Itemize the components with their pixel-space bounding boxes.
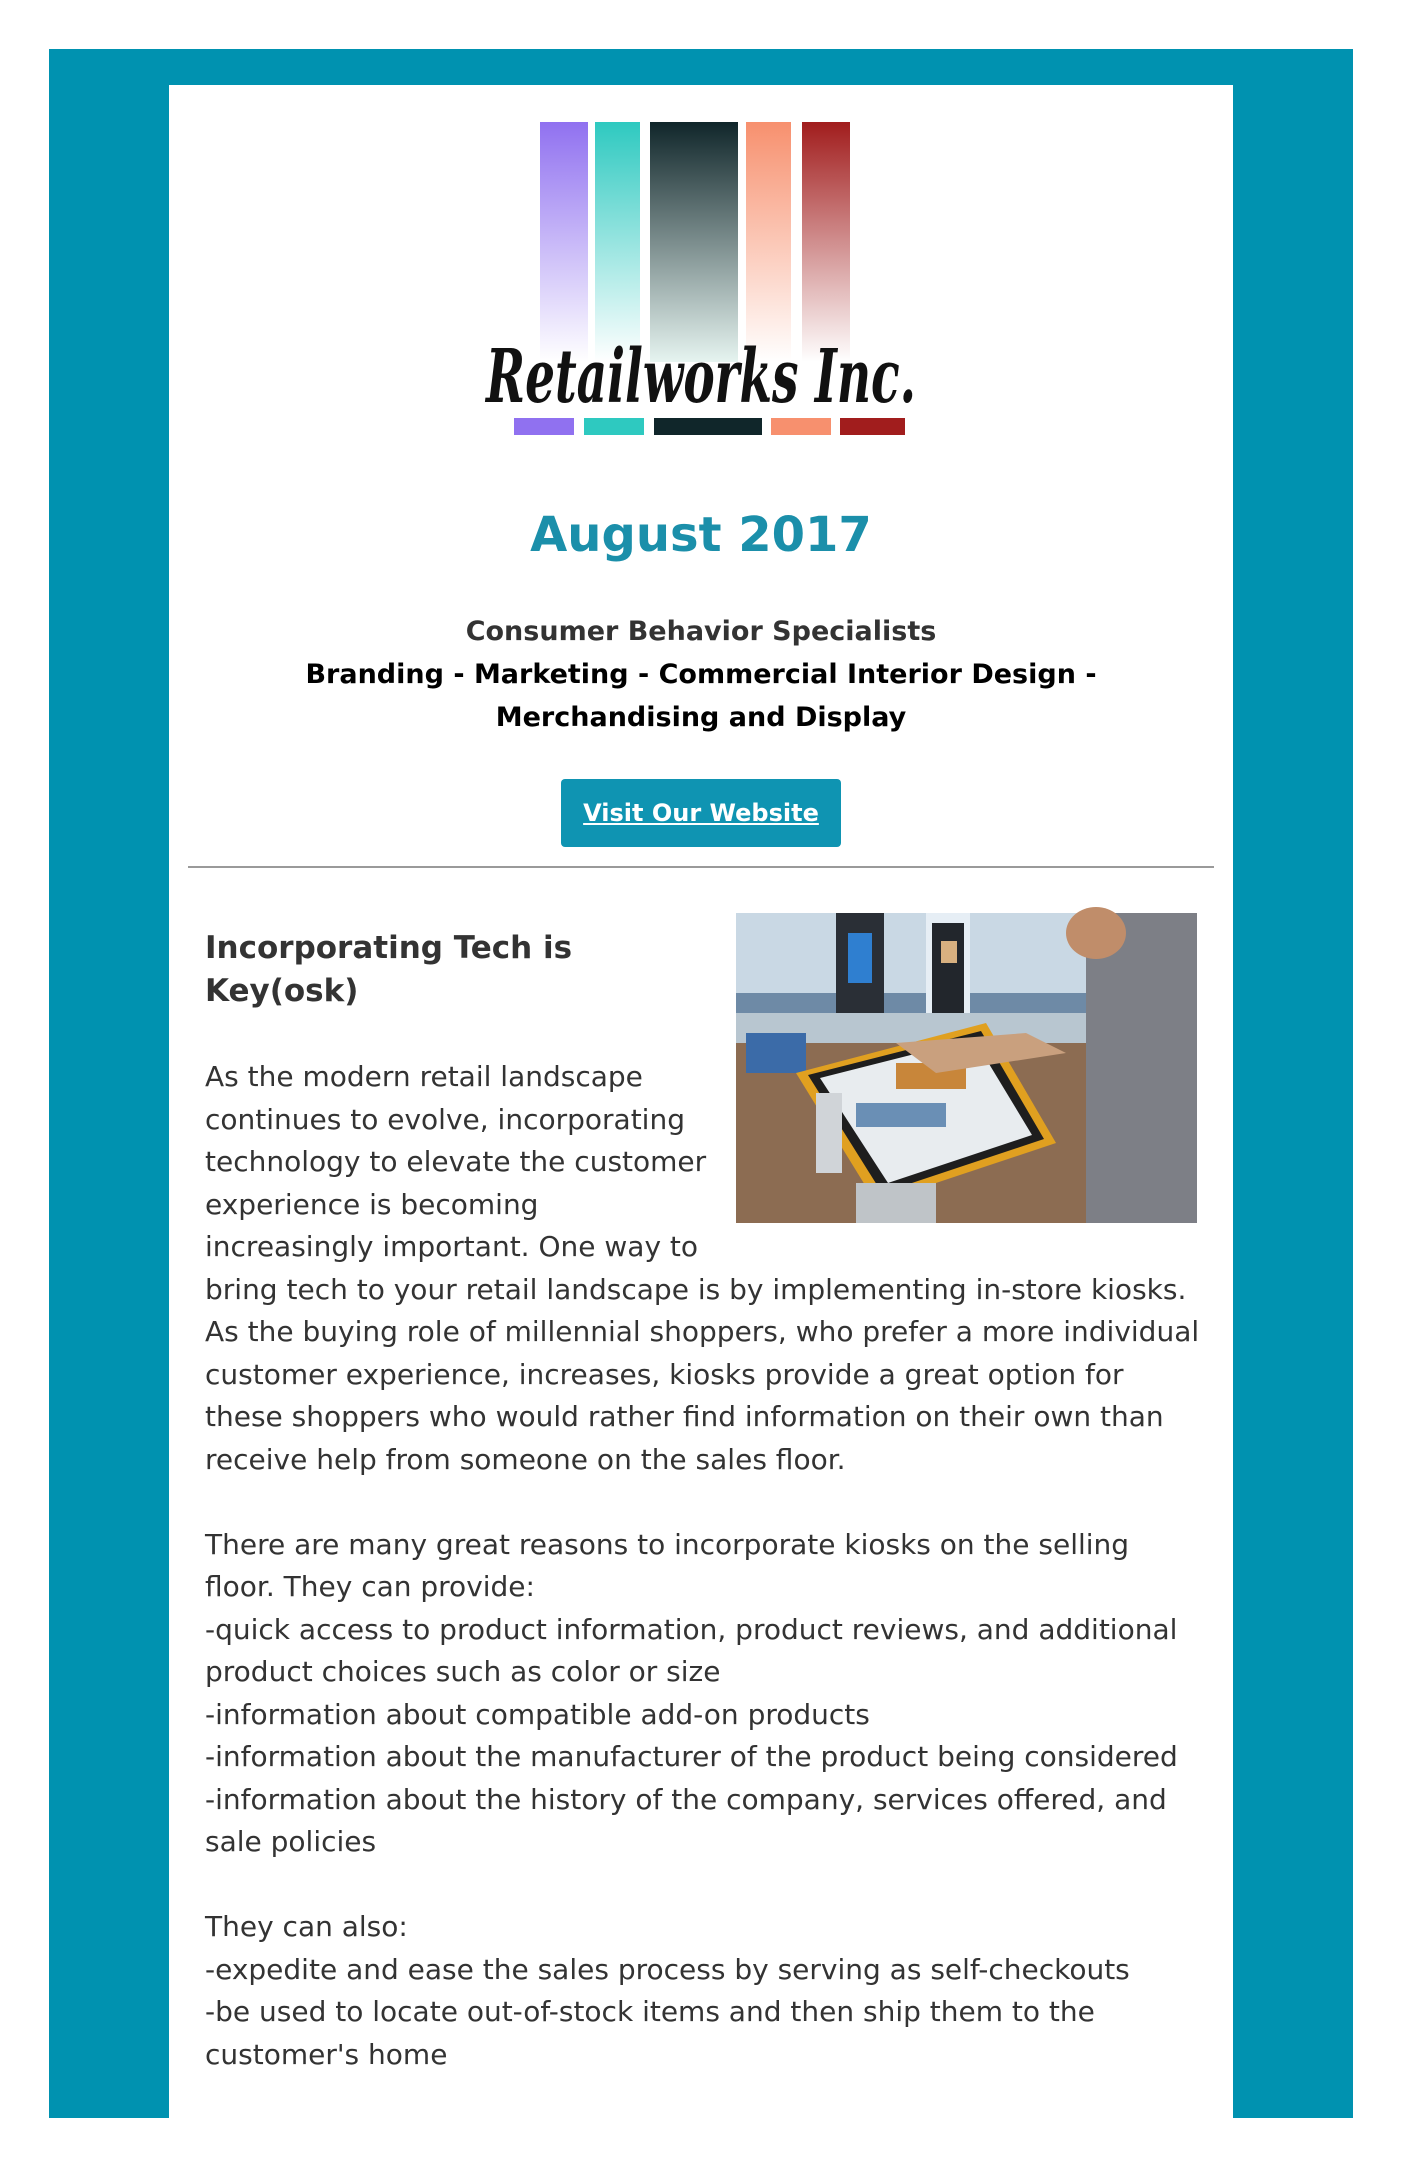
visit-website-button[interactable]: Visit Our Website (561, 779, 841, 847)
article-title: Incorporating Tech is Key(osk) (205, 930, 573, 1009)
retailworks-logo[interactable] (474, 122, 934, 442)
article-section (205, 927, 1205, 2076)
issue-month-title: August 2017 (530, 507, 872, 563)
article-paragraph: They can also: -expedite and ease the sales process by serving as self-checkouts -be used to locate out-of-stock items and then ship them to the customer's home (205, 1910, 1130, 2071)
logo-wordmark: Retailworks Inc. (484, 334, 916, 420)
company-tagline: Consumer Behavior Specialists (465, 616, 937, 647)
section-divider (188, 866, 1214, 868)
kiosk-photo-icon (736, 913, 1197, 1223)
article-paragraph: As the modern retail landscape continues to evolve, incorporating technology to elevate the customer experience is becoming increasingly important. One way to bring tech to your retail landscape is by implementing in-store kiosks. As the buying role of millennial shoppers, who prefer a more individual customer experience, increases, kiosks provide a great option for these shoppers who would rather find information on their own than receive help from someone on the sales floor. (205, 1060, 1200, 1476)
article-paragraph: There are many great reasons to incorporate kiosks on the selling floor. They can provide: -quick access to product information, product reviews, and additional product choices such as color or size -information about compatible add-on products -information about the manufacturer of the product being considered -information about the history of the company, services offered, and sale policies (205, 1527, 1178, 1858)
newsletter-card (169, 85, 1233, 2118)
services-list: Branding - Marketing - Commercial Interior Design - Merchandising and Display (305, 659, 1097, 733)
